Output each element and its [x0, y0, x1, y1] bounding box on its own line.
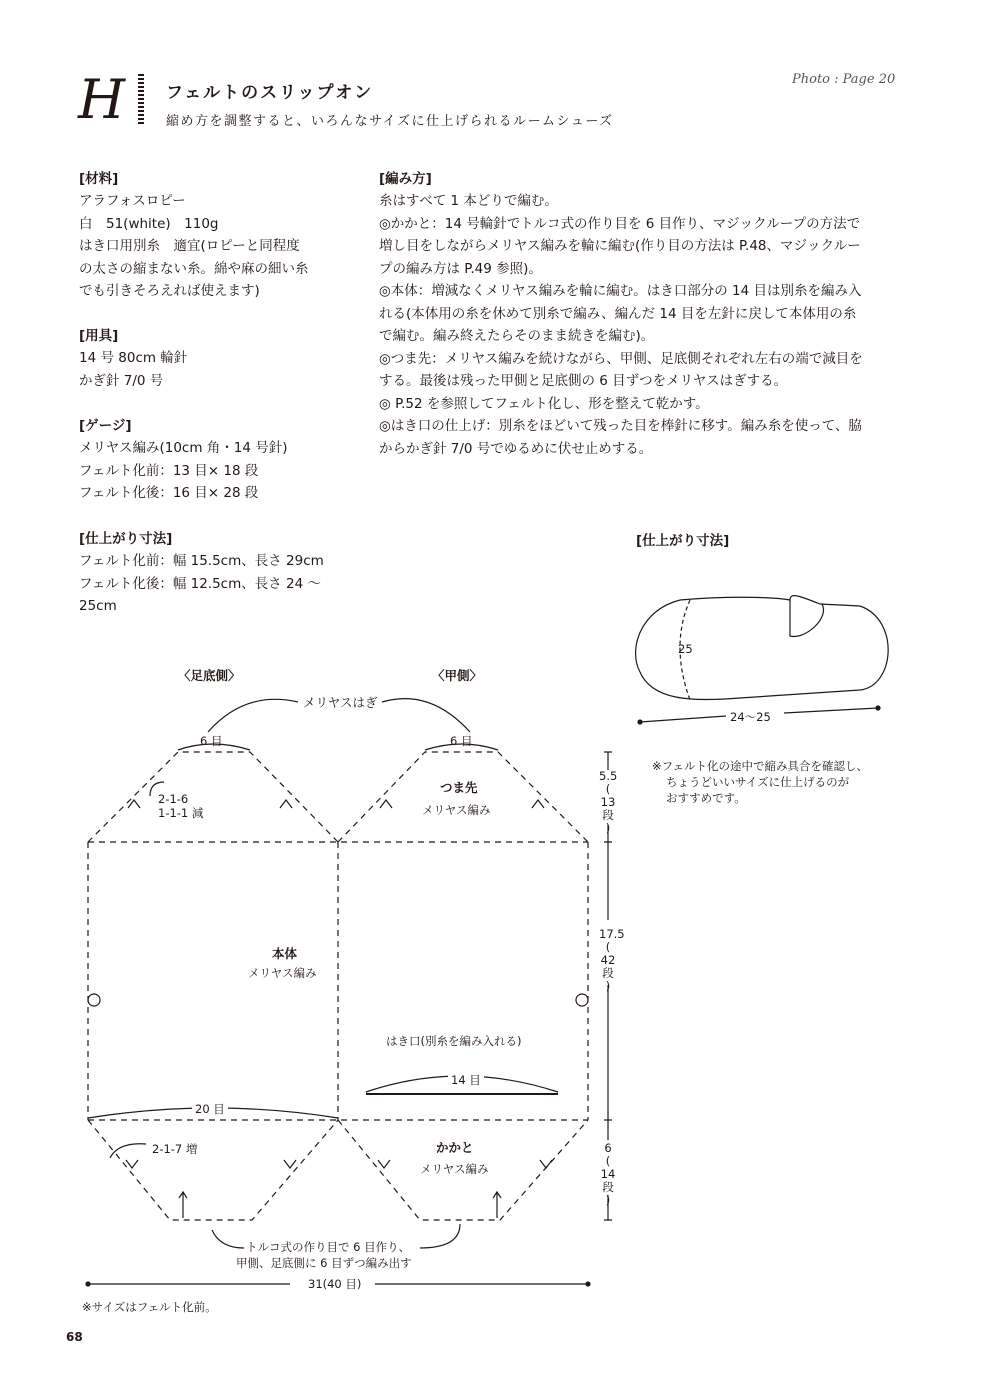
dim-body-value: 17.5	[599, 927, 625, 941]
heel-arrow-right	[493, 1192, 501, 1218]
finished-note-line: おすすめです。	[666, 791, 746, 805]
toe-stitches-left: 6 目	[200, 734, 223, 748]
slipper-outline	[636, 596, 889, 700]
method-line: からかぎ針 7/0 号でゆるめに伏せ止めする。	[379, 440, 653, 457]
width-20-stitches: 20 目	[192, 1102, 228, 1116]
method-line: れる(本体用の糸を休めて別糸で編み、編んだ 14 目を左針に戻して本体用の糸	[379, 305, 857, 322]
dim-body-row-text: )	[605, 979, 611, 993]
method-line: ◎かかと：14 号輪針でトルコ式の作り目を 6 目作り、マジックループの方法で	[379, 215, 861, 232]
page-subtitle: 縮め方を調整すると、いろんなサイズに仕上げられるルームシューズ	[166, 114, 614, 129]
tools-line: 14 号 80cm 輪針	[79, 350, 188, 366]
materials-line: の太さの縮まない糸。綿や麻の細い糸	[79, 260, 309, 277]
dim-heel-row-text: 14	[600, 1167, 616, 1181]
top-side-label: 〈甲側〉	[432, 668, 483, 683]
dim-heel-row-text: 段	[602, 1180, 614, 1194]
finished-size-line: 25cm	[79, 598, 117, 614]
finished-note-line: ちょうどいいサイズに仕上げるのが	[666, 775, 850, 789]
dim-body-row-text: 段	[602, 966, 614, 980]
finished-slipper-diagram	[636, 596, 889, 724]
finished-size-line: フェルト化後：幅 12.5cm、長さ 24 ～	[79, 575, 322, 592]
decrease-label-2: 1-1-1 減	[158, 806, 204, 820]
materials-line: アラフォスロピー	[79, 193, 186, 209]
dim-toe-row-text: (	[605, 782, 611, 796]
dim-body	[599, 927, 625, 993]
tools-line: かぎ針 7/0 号	[79, 372, 164, 389]
finished-diagram-heading: [仕上がり寸法]	[636, 533, 730, 549]
method-line: ◎本体：増減なくメリヤス編みを輪に編む。はき口部分の 14 目は別糸を編み入	[379, 283, 862, 299]
materials-line: でも引きそろえれば使えます)	[79, 283, 260, 299]
caston-label-1: トルコ式の作り目で 6 目作り、	[246, 1240, 411, 1254]
toe-title: つま先	[440, 780, 478, 795]
dim-heel-value: 6	[604, 1141, 612, 1155]
slipper-sole-curve	[680, 597, 790, 600]
side-marker-left	[88, 994, 100, 1006]
graft-label: メリヤスはぎ	[300, 695, 381, 711]
dim-toe	[599, 770, 617, 835]
page-title: フェルトのスリップオン	[166, 83, 374, 103]
finished-note	[652, 758, 868, 806]
dim-heel	[599, 1142, 617, 1207]
materials-heading: [材料]	[79, 171, 119, 187]
opening-stitches: 14 目	[448, 1073, 484, 1087]
size-note: ※サイズはフェルト化前。	[82, 1300, 217, 1314]
page-number: 68	[66, 1330, 83, 1344]
dim-toe-row-text: 段	[602, 808, 614, 822]
body-subtitle: メリヤス編み	[248, 966, 317, 980]
toe-subtitle: メリヤス編み	[422, 803, 491, 817]
finished-size-line: フェルト化前：幅 15.5cm、長さ 29cm	[79, 553, 324, 569]
finished-note-line: ※フェルト化の途中で縮み具合を確認し、	[652, 759, 869, 773]
gauge-line: フェルト化前：13 目× 18 段	[79, 462, 259, 479]
caston-label-2: 甲側、足底側に 6 目ずつ編み出す	[236, 1256, 412, 1270]
method-line: ◎はき口の仕上げ：別糸をほどいて残った目を棒針に移す。編み糸を使って、脇	[379, 418, 862, 434]
photo-page-reference: Photo : Page 20	[792, 72, 896, 87]
method-line: する。最後は残った甲側と足底側の 6 目ずつをメリヤスはぎする。	[379, 373, 788, 389]
decrease-label-1: 2-1-6	[158, 792, 189, 806]
dim-dot	[586, 1282, 590, 1286]
body-title: 本体	[272, 946, 298, 961]
materials-line: はき口用別糸 適宜(ロピーと同程度	[79, 238, 300, 254]
increase-label: 2-1-7 増	[152, 1142, 198, 1156]
gauge-line: フェルト化後：16 目× 28 段	[79, 485, 259, 501]
dim-dot	[86, 1282, 90, 1286]
finished-height-label: 25	[678, 642, 693, 656]
opening-label: はき口(別糸を編み入れる)	[386, 1034, 522, 1048]
gauge-line: メリヤス編み(10cm 角・14 号針)	[79, 440, 288, 456]
method-line: ◎つま先：メリヤス編みを続けながら、甲側、足底側それぞれ左右の端で減目を	[379, 350, 863, 367]
finished-length-label: 24〜25	[730, 710, 771, 724]
increase-arc	[110, 1144, 146, 1158]
dim-toe-row-text: )	[605, 821, 611, 835]
dim-dot	[876, 706, 880, 710]
sole-side-label: 〈足底側〉	[178, 668, 241, 683]
heel-subtitle: メリヤス編み	[420, 1162, 489, 1176]
method-line: で編む。編み終えたらそのまま続きを編む)。	[379, 328, 655, 344]
dim-toe-row-text: 13	[600, 795, 616, 809]
dim-toe-value: 5.5	[599, 769, 618, 783]
finished-size-heading: [仕上がり寸法]	[79, 531, 173, 547]
gauge-heading: [ゲージ]	[79, 418, 132, 434]
tools-heading: [用具]	[79, 328, 119, 344]
dim-body-row-text: 42	[600, 953, 616, 967]
section-letter: H	[78, 68, 126, 131]
materials-line: 白 51(white) 110g	[79, 215, 219, 232]
top-toe-outline	[338, 752, 588, 842]
dim-dot	[638, 720, 642, 724]
method-line: 増し目をしながらメリヤス編みを輪に編む(作り目の方法は P.48、マジックルー	[379, 238, 861, 254]
side-marker-right	[576, 994, 588, 1006]
heel-title: かかと	[436, 1140, 474, 1155]
method-line: 糸はすべて 1 本どりで編む。	[379, 193, 558, 209]
heel-arrow-left	[179, 1192, 187, 1218]
toe-stitches-right: 6 目	[450, 734, 473, 748]
sole-heel-outline	[88, 1120, 338, 1220]
method-heading: [編み方]	[379, 171, 432, 187]
method-line: プの編み方は P.49 参照)。	[379, 260, 542, 277]
dim-body-row-text: (	[605, 940, 611, 954]
dim-heel-row-text: )	[605, 1193, 611, 1207]
sole-toe-outline	[88, 752, 338, 842]
dim-heel-row-text: (	[605, 1154, 611, 1168]
method-line: ◎ P.52 を参照してフェルト化し、形を整えて乾かす。	[379, 395, 709, 412]
total-width-label: 31(40 目)	[308, 1277, 362, 1291]
